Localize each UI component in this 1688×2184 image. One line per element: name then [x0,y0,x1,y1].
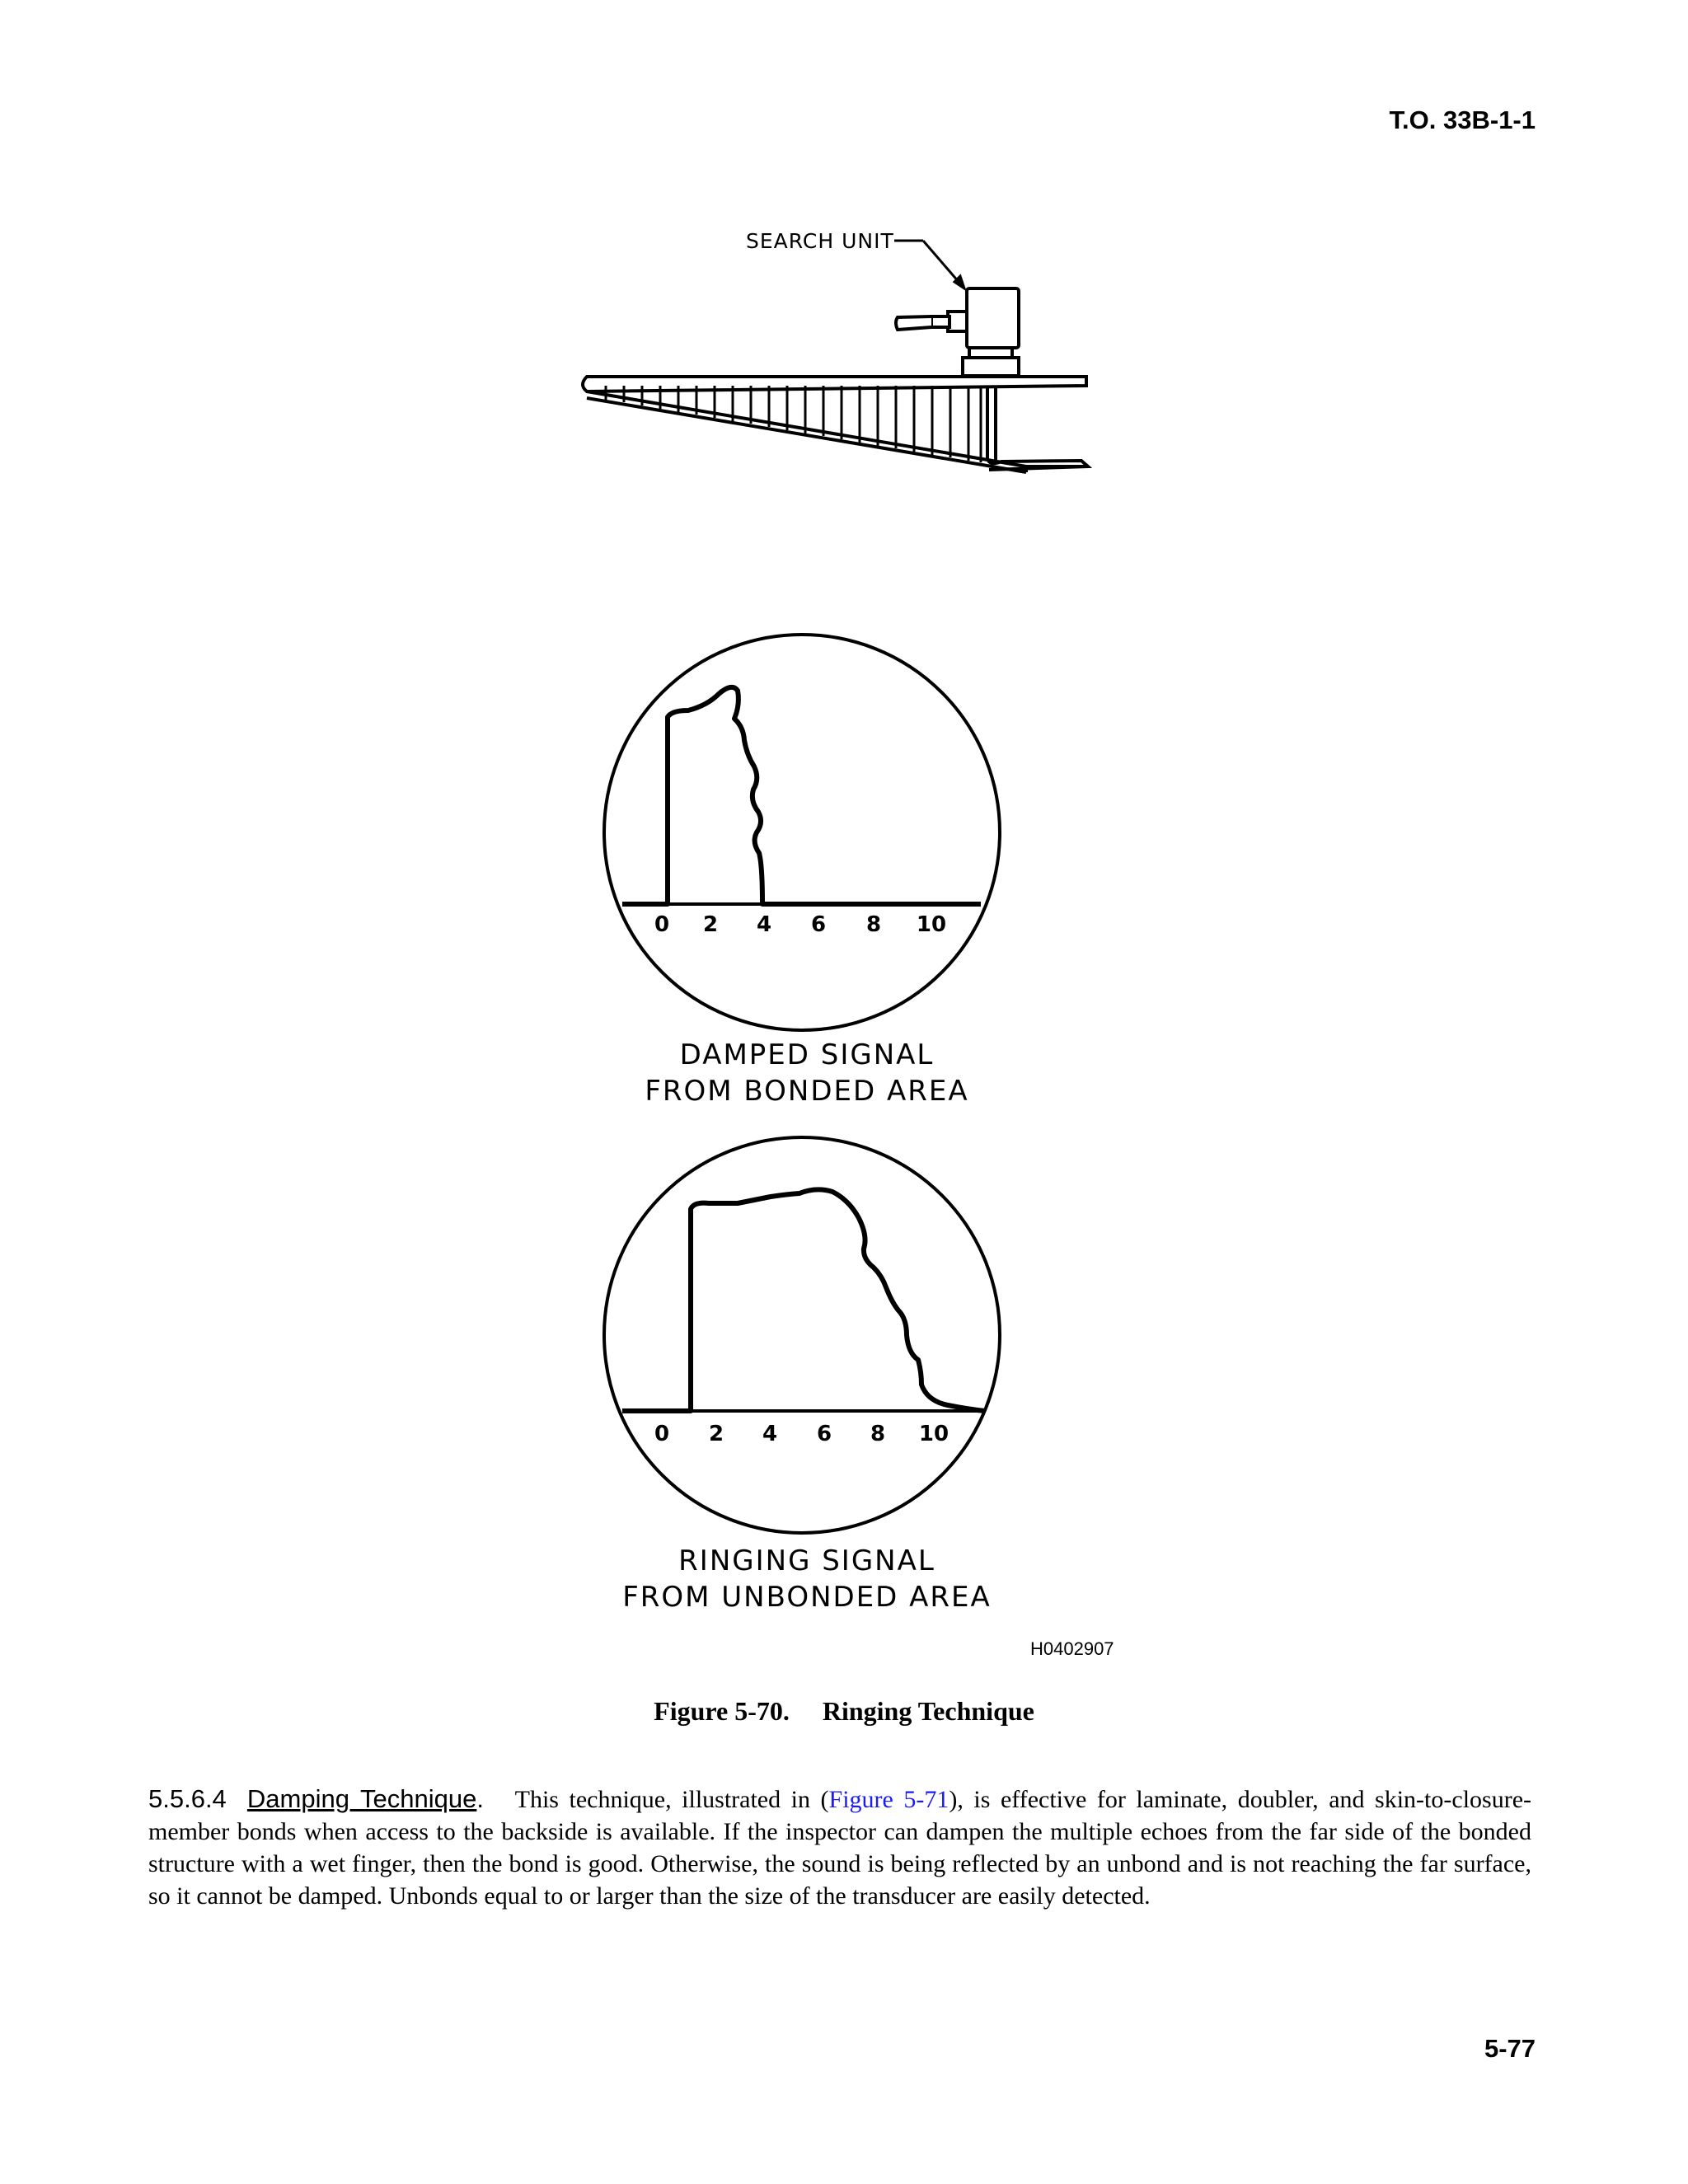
scope-2-tick-2: 2 [708,1422,724,1446]
paragraph-text-start: This technique, illustrated in ( [514,1786,829,1813]
scope-1-caption-line1: DAMPED SIGNAL [679,1038,935,1071]
scope-2-caption-line2: FROM UNBONDED AREA [622,1581,992,1614]
figure-caption-number: Figure 5-70. [654,1696,790,1726]
scope-1-tick-8: 8 [865,912,882,937]
scope-2-tick-0: 0 [654,1422,670,1446]
figure-caption-title: Ringing Technique [822,1696,1034,1726]
section-number: 5.5.6.4 [148,1784,227,1813]
scope-2-tick-10: 10 [918,1422,950,1446]
scope-1-tick-4: 4 [756,912,772,937]
section-title: Damping Technique [246,1784,477,1813]
bonded-honeycomb-structure [583,377,1088,472]
scope-1-signal-trace [622,687,981,904]
search-unit-label: SEARCH UNIT [746,229,894,253]
scope-2-caption [560,1543,1054,1615]
figure-caption [0,1696,1688,1727]
scope-1-tick-6: 6 [810,912,827,937]
scope-1-caption-line2: FROM BONDED AREA [645,1075,969,1108]
scope-2-screen [604,1137,1000,1533]
drawing-id: H0402907 [1030,1638,1114,1659]
scope-1-tick-0: 0 [654,912,670,937]
scope-damped-signal [604,635,1000,1030]
scope-2-tick-6: 6 [816,1422,832,1446]
search-unit-transducer [896,288,1019,376]
page-number: 5-77 [1484,2034,1536,2063]
scope-1-caption [560,1037,1054,1109]
damping-technique-paragraph: 5.5.6.4 Damping Technique. This technique, illustrated in (Figure 5-71), is effective for laminate, doubler, and skin-to-closure-member bonds when access to the backside is available. If the inspector can dampen the multiple echoes from the far side of the bonded structure with a wet finger, then the bond is good. Otherwise, the sound is being reflected by an unbond and is not reaching the far surface, so it cannot be damped. Unbonds equal to or larger than the size of the transducer are easily detected. [148,1784,1531,1910]
scope-1-tick-10: 10 [916,912,947,937]
figure-5-71-link[interactable]: Figure 5-71 [828,1786,950,1813]
scope-2-tick-4: 4 [762,1422,778,1446]
scope-ringing-signal [604,1137,1000,1533]
scope-1-screen [604,635,1000,1030]
scope-2-signal-trace [622,1189,985,1411]
scope-2-tick-8: 8 [870,1422,886,1446]
scope-1-tick-2: 2 [702,912,719,937]
scope-2-caption-line1: RINGING SIGNAL [678,1544,935,1577]
document-id-header: T.O. 33B-1-1 [1389,105,1536,134]
paragraph-text-rest: ), is effective for laminate, doubler, and skin-to-closure-member bonds when access to the backside is available. If the inspector can dampen the multiple echoes from the far side of the bonded structure with a wet finger, then the bond is good. Otherwise, the sound is being reflected by an unbond and is not reaching the far surface, so it cannot be damped. Unbonds equal to or larger than the size of the transducer are easily detected. [148,1786,1531,1910]
search-unit-leader [894,241,964,288]
